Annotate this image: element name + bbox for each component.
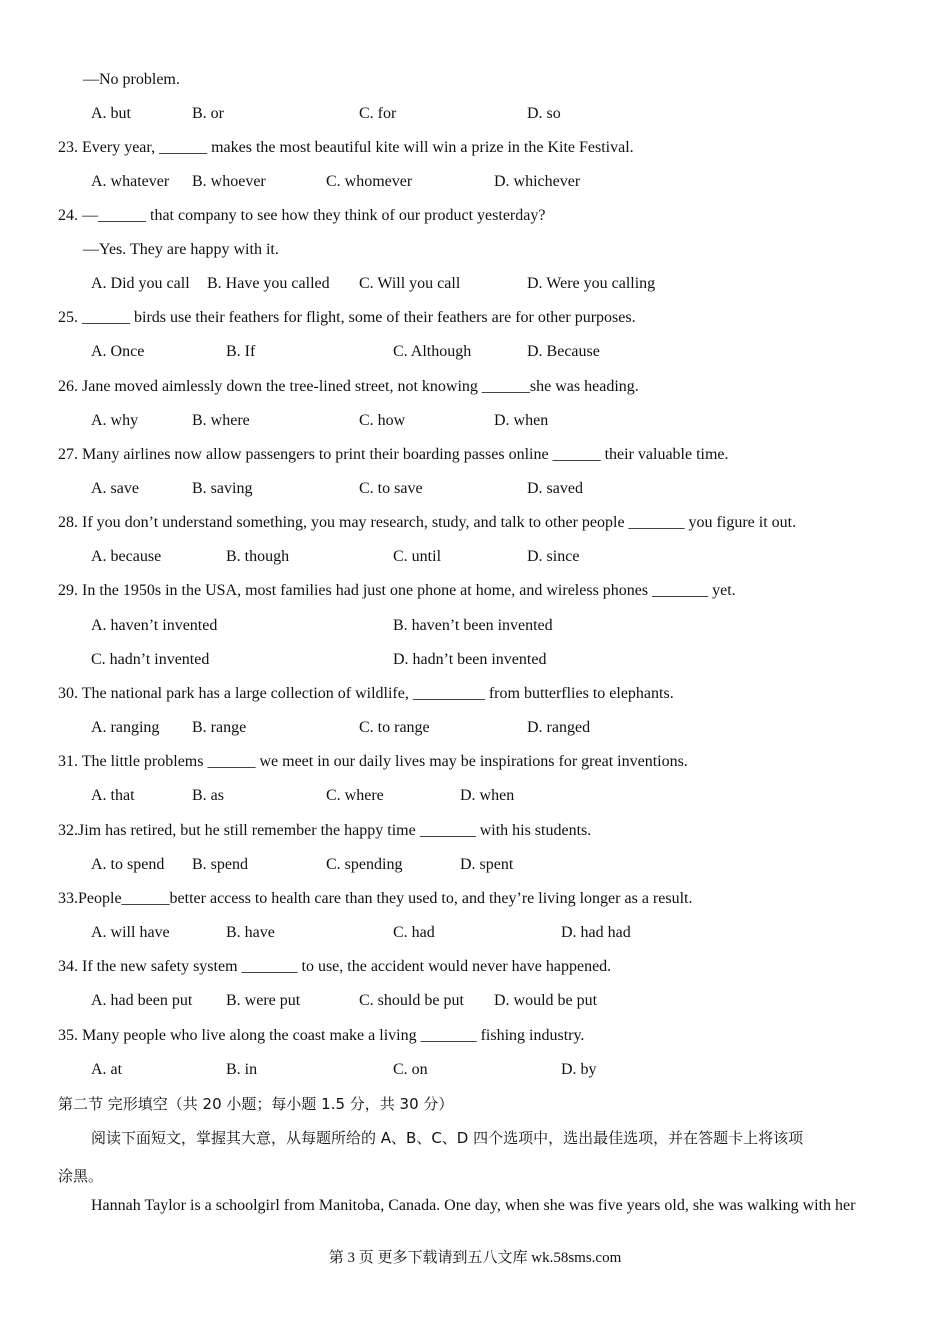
q28-option-c: C. until xyxy=(393,548,442,565)
q25-option-d: D. Because xyxy=(527,343,600,360)
q31-option-b: B. as xyxy=(192,787,224,804)
q35-stem: 35. Many people who live along the coast make a living _______ fishing industry. xyxy=(58,1027,585,1044)
q23-option-c: C. whomever xyxy=(326,173,413,190)
q35-option-d: D. by xyxy=(561,1061,597,1078)
q28-option-d: D. since xyxy=(527,548,580,565)
q32-option-b: B. spend xyxy=(192,856,248,873)
q24-option-a: A. Did you call xyxy=(91,275,190,292)
q24-reply: —Yes. They are happy with it. xyxy=(83,241,279,258)
q27-stem: 27. Many airlines now allow passengers to print their boarding passes online ______ their valuable time. xyxy=(58,446,729,463)
q27-option-a: A. save xyxy=(91,480,139,497)
q26-option-b: B. where xyxy=(192,412,250,429)
q23-option-b: B. whoever xyxy=(192,173,266,190)
q26-stem: 26. Jane moved aimlessly down the tree-lined street, not knowing ______she was heading. xyxy=(58,378,639,395)
q27-option-c: C. to save xyxy=(359,480,423,497)
q22-option-d: D. so xyxy=(527,105,561,122)
q22-option-a: A. but xyxy=(91,105,131,122)
q30-option-d: D. ranged xyxy=(527,719,591,736)
q29-option-c: C. hadn’t invented xyxy=(91,651,210,668)
q23-stem: 23. Every year, ______ makes the most beautiful kite will win a prize in the Kite Festival. xyxy=(58,139,634,156)
q29-option-a: A. haven’t invented xyxy=(91,617,218,634)
q23-option-d: D. whichever xyxy=(494,173,581,190)
q30-stem: 30. The national park has a large collection of wildlife, _________ from butterflies to elephants. xyxy=(58,685,674,702)
section2-instruction-line2: 涂黑。 xyxy=(58,1167,104,1185)
q34-stem: 34. If the new safety system _______ to use, the accident would never have happened. xyxy=(58,958,612,975)
q30-option-c: C. to range xyxy=(359,719,430,736)
q35-option-c: C. on xyxy=(393,1061,428,1078)
q33-option-b: B. have xyxy=(226,924,275,941)
q22-option-b: B. or xyxy=(192,105,224,122)
section2-heading: 第二节 完形填空（共 20 小题；每小题 1.5 分，共 30 分） xyxy=(58,1095,454,1113)
q34-option-d: D. would be put xyxy=(494,992,598,1009)
q30-option-b: B. range xyxy=(192,719,247,736)
q25-option-a: A. Once xyxy=(91,343,145,360)
q28-option-a: A. because xyxy=(91,548,162,565)
q34-option-a: A. had been put xyxy=(91,992,193,1009)
q33-option-a: A. will have xyxy=(91,924,170,941)
q24-option-d: D. Were you calling xyxy=(527,275,656,292)
q30-option-a: A. ranging xyxy=(91,719,160,736)
q24-option-c: C. Will you call xyxy=(359,275,461,292)
passage-first-line: Hannah Taylor is a schoolgirl from Manitoba, Canada. One day, when she was five years old, she was walking with her xyxy=(91,1197,856,1214)
q32-option-d: D. spent xyxy=(460,856,514,873)
q27-option-b: B. saving xyxy=(192,480,253,497)
q34-option-b: B. were put xyxy=(226,992,301,1009)
q32-option-a: A. to spend xyxy=(91,856,165,873)
q27-option-d: D. saved xyxy=(527,480,583,497)
q35-option-b: B. in xyxy=(226,1061,258,1078)
page-footer: 第 3 页 更多下载请到五八文库 wk.58sms.com xyxy=(328,1250,622,1266)
q32-stem: 32.Jim has retired, but he still remember the happy time _______ with his students. xyxy=(58,822,592,839)
q29-stem: 29. In the 1950s in the USA, most families had just one phone at home, and wireless phones _______ yet. xyxy=(58,582,736,599)
q26-option-c: C. how xyxy=(359,412,406,429)
q33-option-d: D. had had xyxy=(561,924,631,941)
q29-option-d: D. hadn’t been invented xyxy=(393,651,547,668)
q25-option-c: C. Although xyxy=(393,343,472,360)
q32-option-c: C. spending xyxy=(326,856,403,873)
q31-stem: 31. The little problems ______ we meet in our daily lives may be inspirations for great inventions. xyxy=(58,753,688,770)
q25-stem: 25. ______ birds use their feathers for flight, some of their feathers are for other purposes. xyxy=(58,309,636,326)
section2-instruction-line1: 阅读下面短文，掌握其大意，从每题所给的 A、B、C、D 四个选项中，选出最佳选项，并在答题卡上将该项 xyxy=(91,1129,804,1147)
q31-option-d: D. when xyxy=(460,787,515,804)
q35-option-a: A. at xyxy=(91,1061,123,1078)
q22-option-c: C. for xyxy=(359,105,397,122)
q24-stem: 24. —______ that company to see how they think of our product yesterday? xyxy=(58,207,546,224)
q31-option-a: A. that xyxy=(91,787,135,804)
q23-option-a: A. whatever xyxy=(91,173,170,190)
q31-option-c: C. where xyxy=(326,787,384,804)
q33-option-c: C. had xyxy=(393,924,435,941)
q22-reply: —No problem. xyxy=(83,71,180,88)
q28-option-b: B. though xyxy=(226,548,290,565)
q28-stem: 28. If you don’t understand something, you may research, study, and talk to other people _______ you figure it out. xyxy=(58,514,797,531)
q26-option-d: D. when xyxy=(494,412,549,429)
q26-option-a: A. why xyxy=(91,412,139,429)
q33-stem: 33.People______better access to health care than they used to, and they’re living longer as a result. xyxy=(58,890,693,907)
q29-option-b: B. haven’t been invented xyxy=(393,617,553,634)
q24-option-b: B. Have you called xyxy=(207,275,330,292)
q25-option-b: B. If xyxy=(226,343,256,360)
q34-option-c: C. should be put xyxy=(359,992,464,1009)
